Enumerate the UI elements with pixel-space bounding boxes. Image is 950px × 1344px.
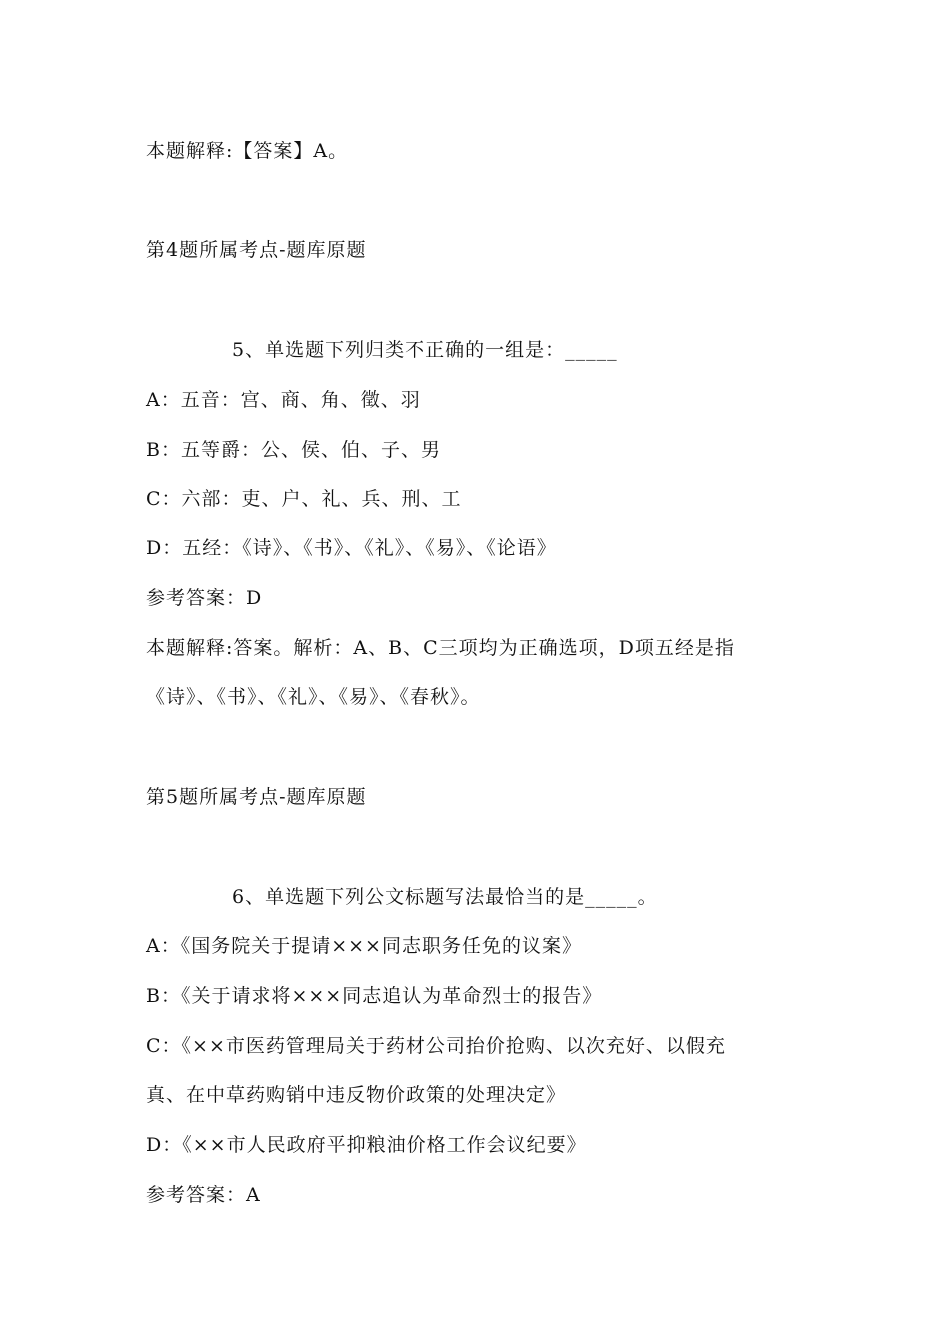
q5-topic: 第5题所属考点-题库原题 <box>146 786 367 808</box>
q5-option-b: B：五等爵：公、侯、伯、子、男 <box>146 439 441 461</box>
q6-stem: 6、单选题下列公文标题写法最恰当的是_____。 <box>232 886 658 908</box>
q4-topic: 第4题所属考点-题库原题 <box>146 239 367 261</box>
q6-option-b: B：《关于请求将×××同志追认为革命烈士的报告》 <box>146 985 603 1007</box>
q6-option-c-line1: C：《××市医药管理局关于药材公司抬价抢购、以次充好、以假充 <box>146 1035 726 1057</box>
q5-stem: 5、单选题下列归类不正确的一组是：_____ <box>232 339 618 361</box>
q6-option-c-line2: 真、在中草药购销中违反物价政策的处理决定》 <box>146 1084 567 1106</box>
q6-option-a: A：《国务院关于提请×××同志职务任免的议案》 <box>146 935 582 957</box>
q5-option-c: C：六部：吏、户、礼、兵、刑、工 <box>146 488 462 510</box>
q5-answer: 参考答案：D <box>146 587 263 609</box>
q6-option-d: D：《××市人民政府平抑粮油价格工作会议纪要》 <box>146 1134 587 1156</box>
q5-option-a: A：五音：宫、商、角、徵、羽 <box>146 389 421 411</box>
q5-explanation-line1: 本题解释:答案。解析：A、B、C三项均为正确选项，D项五经是指 <box>146 637 735 659</box>
q5-option-d: D：五经：《诗》、《书》、《礼》、《易》、《论语》 <box>146 537 557 559</box>
q5-explanation-line2: 《诗》、《书》、《礼》、《易》、《春秋》。 <box>146 686 481 708</box>
q6-answer: 参考答案：A <box>146 1184 261 1206</box>
q4-explanation: 本题解释:【答案】A。 <box>146 140 349 162</box>
